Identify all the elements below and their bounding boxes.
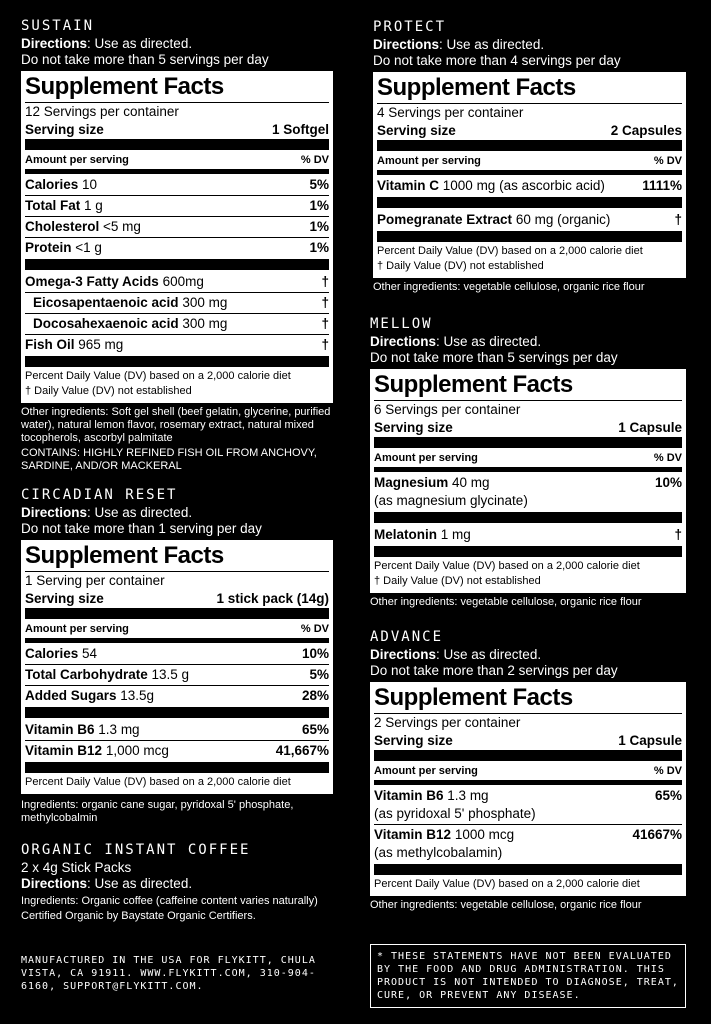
servings-per-container: 1 Serving per container [25, 573, 165, 588]
servings-per-container: 2 Servings per container [374, 715, 521, 730]
nutrient-name: Protein <1 g [25, 240, 102, 255]
dv-footnote: Percent Daily Value (DV) based on a 2,000 calorie diet [374, 560, 640, 572]
nutrient-name: Total Fat 1 g [25, 198, 103, 213]
nutrient-name: Vitamin B12 1000 mcg (as methylcobalamin) [374, 827, 515, 860]
nutrient-row [25, 175, 329, 195]
panel-title: Supplement Facts [374, 371, 682, 401]
serving-size: Serving size 1 stick pack (14g) [25, 591, 329, 606]
sustain-section [21, 18, 333, 473]
panel-title: Supplement Facts [25, 73, 329, 103]
circadian-section [21, 487, 333, 825]
dv-footnote: Percent Daily Value (DV) based on a 2,000 calorie diet [377, 245, 643, 257]
supplement-facts-panel [21, 71, 333, 403]
nutrient-row [25, 740, 329, 761]
nutrient-source: (as pyridoxal 5' phosphate) [374, 806, 536, 821]
serving-size: Serving size 2 Capsules [377, 123, 682, 138]
nutrient-dv: † [321, 295, 329, 310]
dv-footnote: Percent Daily Value (DV) based on a 2,000 calorie diet [25, 776, 291, 788]
nutrient-dv: † [674, 527, 682, 542]
nutrient-dv: 1% [309, 219, 329, 234]
nutrient-row [377, 176, 682, 196]
serving-size: Serving size 1 Capsule [374, 733, 682, 748]
other-ingredients: Other ingredients: vegetable cellulose, organic rice flour [370, 596, 642, 608]
nutrient-dv: 65% [654, 788, 682, 803]
nutrient-row [377, 210, 682, 230]
serving-limit: Do not take more than 2 servings per day [370, 663, 618, 678]
servings-per-container: 6 Servings per container [374, 402, 521, 417]
section-title: SUSTAIN [21, 18, 95, 34]
directions: Directions: Use as directed. [21, 36, 193, 51]
nutrient-amount: 13.5 g [151, 667, 190, 682]
panel-title: Supplement Facts [377, 74, 682, 104]
nutrient-dv: 41667% [632, 827, 682, 842]
dv-footnote: Percent Daily Value (DV) based on a 2,000 calorie diet [25, 370, 291, 382]
nutrient-dv: 5% [309, 667, 329, 682]
directions: Directions: Use as directed. [373, 37, 545, 52]
nutrient-dv: 1% [309, 198, 329, 213]
nutrient-name: Melatonin 1 mg [374, 527, 471, 542]
nutrient-dv: 28% [301, 688, 329, 703]
nutrient-list [374, 525, 682, 545]
nutrient-amount: 1.3 mg [447, 788, 489, 803]
servings-per-container: 12 Servings per container [25, 104, 179, 119]
nutrient-row [25, 334, 329, 355]
nutrient-row [374, 824, 682, 863]
nutrient-dv: 41,667% [275, 743, 329, 758]
nutrient-name: Vitamin B6 1.3 mg [25, 722, 140, 737]
nutrient-name: Calories 10 [25, 177, 98, 192]
supplement-facts-panel [373, 72, 686, 278]
stick-packs: 2 x 4g Stick Packs [21, 860, 132, 875]
nutrient-list [377, 210, 682, 230]
nutrient-amount: 40 mg [452, 475, 490, 490]
dv-footnote: Percent Daily Value (DV) based on a 2,000 calorie diet [374, 878, 640, 890]
nutrient-row [374, 525, 682, 545]
nutrient-dv: † [321, 274, 329, 289]
section-title: ORGANIC INSTANT COFFEE [21, 842, 251, 858]
nutrient-dv: 10% [301, 646, 329, 661]
fda-disclaimer: * THESE STATEMENTS HAVE NOT BEEN EVALUATED BY THE FOOD AND DRUG ADMINISTRATION. THIS PRODUCT IS NOT INTENDED TO DIAGNOSE, TREAT, CURE, OR PREVENT ANY DISEASE. [370, 944, 686, 1008]
nutrient-name: Cholesterol <5 mg [25, 219, 141, 234]
nutrient-dv: † [674, 212, 682, 227]
nutrient-dv: 5% [309, 177, 329, 192]
nutrient-amount: 1,000 mcg [105, 743, 169, 758]
servings-per-container: 4 Servings per container [377, 105, 524, 120]
protect-section [373, 19, 686, 294]
nutrient-row [374, 473, 682, 511]
directions: Directions: Use as directed. [370, 647, 542, 662]
nutrient-dv: † [321, 316, 329, 331]
nutrient-amount: 600mg [162, 274, 204, 289]
nutrient-dv: 1% [309, 240, 329, 255]
nutrient-name: Eicosapentaenoic acid 300 mg [33, 295, 228, 310]
nutrient-row [25, 644, 329, 664]
nutrient-row [25, 720, 329, 740]
nutrient-amount: 54 [82, 646, 98, 661]
nutrient-dv: 1111% [642, 178, 682, 193]
nutrient-list [374, 786, 682, 863]
advance-section [370, 629, 686, 912]
nutrient-name: Calories 54 [25, 646, 98, 661]
nutrient-dv: 10% [654, 475, 682, 490]
nutrient-row [25, 216, 329, 237]
serving-limit: Do not take more than 5 servings per day [21, 52, 269, 67]
nutrient-row [25, 313, 329, 334]
nutrient-amount: 1.3 mg [98, 722, 140, 737]
nutrient-amount: 13.5g [120, 688, 155, 703]
nutrient-name: Vitamin B6 1.3 mg (as pyridoxal 5' phosphate) [374, 788, 536, 821]
other-ingredients: Other ingredients: vegetable cellulose, organic rice flour [370, 899, 642, 911]
section-title: ADVANCE [370, 629, 444, 645]
section-title: PROTECT [373, 19, 447, 35]
directions: Directions: Use as directed. [370, 334, 542, 349]
nutrient-row [25, 685, 329, 706]
nutrient-dv: 65% [301, 722, 329, 737]
nutrient-row [25, 237, 329, 258]
section-title: MELLOW [370, 316, 433, 332]
dagger-footnote: † Daily Value (DV) not established [374, 575, 541, 587]
nutrient-amount: 300 mg [182, 295, 228, 310]
nutrient-source: (as magnesium glycinate) [374, 493, 528, 508]
nutrient-name: Added Sugars 13.5g [25, 688, 155, 703]
nutrient-row [25, 292, 329, 313]
nutrient-list [25, 644, 329, 706]
nutrient-list [25, 175, 329, 258]
coffee-section [21, 842, 351, 923]
panel-title: Supplement Facts [25, 542, 329, 572]
dagger-footnote: † Daily Value (DV) not established [377, 260, 544, 272]
nutrient-amount: 1 mg [440, 527, 471, 542]
nutrient-dv: † [321, 337, 329, 352]
nutrient-list [374, 473, 682, 511]
nutrient-amount: 300 mg [182, 316, 228, 331]
allergen-statement: CONTAINS: HIGHLY REFINED FISH OIL FROM ANCHOVY, SARDINE, AND/OR MACKERAL [21, 447, 317, 472]
panel-title: Supplement Facts [374, 684, 682, 714]
directions: Directions: Use as directed. [21, 505, 193, 520]
supplement-facts-panel [370, 369, 686, 593]
ingredients: Ingredients: organic cane sugar, pyridoxal 5' phosphate, methylcobalmin [21, 799, 294, 824]
supplement-facts-panel [21, 540, 333, 794]
nutrient-amount: <5 mg [103, 219, 141, 234]
nutrient-amount: 965 mg [78, 337, 124, 352]
nutrient-name: Docosahexaenoic acid 300 mg [33, 316, 228, 331]
supplement-facts-panel [370, 682, 686, 896]
nutrient-list [377, 176, 682, 196]
nutrient-amount: 1000 mg (as ascorbic acid) [442, 178, 605, 193]
serving-size: Serving size 1 Capsule [374, 420, 682, 435]
nutrient-amount: 60 mg (organic) [515, 212, 611, 227]
nutrient-name: Pomegranate Extract 60 mg (organic) [377, 212, 611, 227]
nutrient-amount: 10 [82, 177, 98, 192]
nutrient-name: Omega-3 Fatty Acids 600mg [25, 274, 204, 289]
nutrient-name: Vitamin B12 1,000 mcg [25, 743, 169, 758]
ingredients: Ingredients: Organic coffee (caffeine content varies naturally) [21, 895, 318, 907]
amount-header: Amount per serving % DV [377, 155, 682, 167]
serving-limit: Do not take more than 4 servings per day [373, 53, 621, 68]
nutrient-name: Magnesium 40 mg (as magnesium glycinate) [374, 475, 528, 508]
mellow-section [370, 316, 686, 609]
amount-header: Amount per serving % DV [374, 452, 682, 464]
serving-limit: Do not take more than 1 serving per day [21, 521, 262, 536]
section-title: CIRCADIAN RESET [21, 487, 178, 503]
nutrient-amount: 1000 mcg [454, 827, 515, 842]
dagger-footnote: † Daily Value (DV) not established [25, 385, 192, 397]
other-ingredients: Other ingredients: Soft gel shell (beef gelatin, glycerine, purified water), natural lemon flavor, rosemary extract, natural mixed tocopherols, ascorbyl palmitate [21, 406, 331, 444]
nutrient-list [25, 272, 329, 355]
nutrient-name: Vitamin C 1000 mg (as ascorbic acid) [377, 178, 605, 193]
nutrient-name: Total Carbohydrate 13.5 g [25, 667, 190, 682]
nutrient-list [25, 720, 329, 761]
nutrient-row [25, 664, 329, 685]
other-ingredients: Other ingredients: vegetable cellulose, organic rice flour [373, 281, 645, 293]
amount-header: Amount per serving % DV [25, 623, 329, 635]
manufacturer-info: MANUFACTURED IN THE USA FOR FLYKITT, CHULA VISTA, CA 91911. WWW.FLYKITT.COM, 310-904-6160, SUPPORT@FLYKITT.COM. [21, 955, 316, 992]
directions: Directions: Use as directed. [21, 876, 193, 891]
organic-certification: Certified Organic by Baystate Organic Certifiers. [21, 910, 256, 922]
nutrient-amount: 1 g [84, 198, 103, 213]
amount-header: Amount per serving % DV [374, 765, 682, 777]
nutrient-amount: <1 g [75, 240, 102, 255]
nutrient-row [25, 272, 329, 292]
nutrient-row [374, 786, 682, 824]
nutrient-row [25, 195, 329, 216]
nutrient-name: Fish Oil 965 mg [25, 337, 124, 352]
nutrient-source: (as methylcobalamin) [374, 845, 503, 860]
serving-limit: Do not take more than 5 servings per day [370, 350, 618, 365]
serving-size: Serving size 1 Softgel [25, 122, 329, 137]
amount-header: Amount per serving % DV [25, 154, 329, 166]
